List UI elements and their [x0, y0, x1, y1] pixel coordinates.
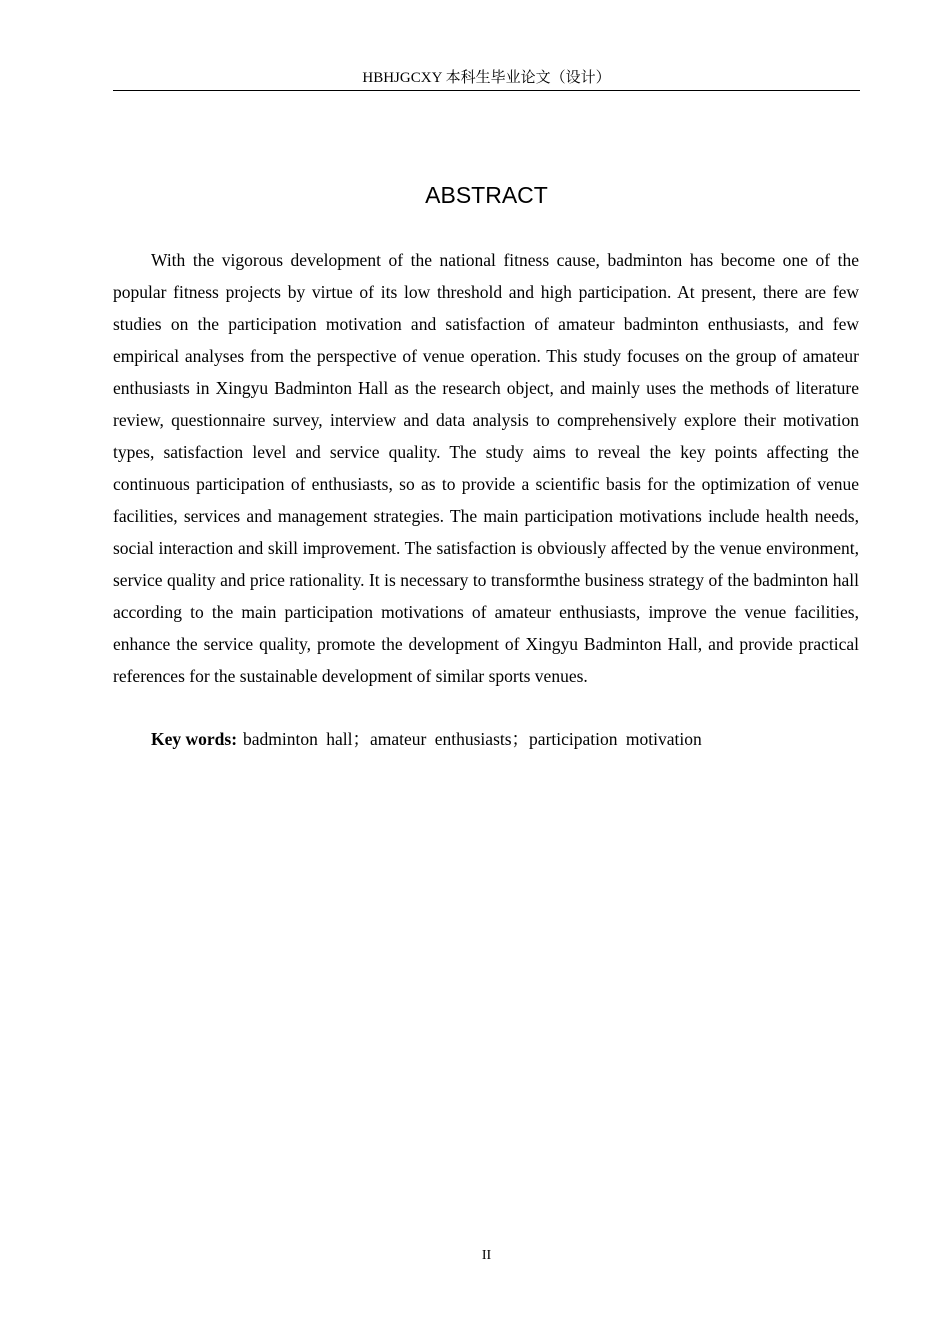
keyword-item: amateur enthusiasts	[370, 729, 512, 749]
keyword-item: participation motivation	[529, 729, 702, 749]
page-number: II	[481, 1248, 492, 1263]
keywords-label: Key words:	[151, 729, 238, 749]
abstract-body: With the vigorous development of the national fitness cause, badminton has become one of the popular fitness projects by virtue of its low threshold and high participation. At present, there are few studies on the participation motivation and satisfaction of amateur badminton enthusiasts, and few empirical analyses from the perspective of venue operation. This study focuses on the group of amateur enthusiasts in Xingyu Badminton Hall as the research object, and mainly uses the methods of literature review, questionnaire survey, interview and data analysis to comprehensively explore their motivation types, satisfaction level and service quality. The study aims to reveal the key points affecting the continuous participation of enthusiasts, so as to provide a scientific basis for the optimization of venue facilities, services and management strategies. The main participation motivations include health needs, social interaction and skill improvement. The satisfaction is obviously affected by the venue environment, service quality and price rationality. It is necessary to transformthe business strategy of the badminton hall according to the main participation motivations of amateur enthusiasts, improve the venue facilities, enhance the service quality, promote the development of Xingyu Badminton Hall, and provide practical references for the sustainable development of similar sports venues.	[113, 250, 859, 686]
keyword-separator: ；	[511, 729, 530, 749]
keywords-line	[113, 723, 859, 755]
header-text: HBHJGCXY 本科生毕业论文（设计）	[362, 70, 611, 86]
abstract-title: ABSTRACT	[425, 182, 548, 208]
keyword-separator: ；	[352, 729, 371, 749]
keyword-item: badminton hall	[243, 729, 353, 749]
page-header	[113, 68, 860, 91]
